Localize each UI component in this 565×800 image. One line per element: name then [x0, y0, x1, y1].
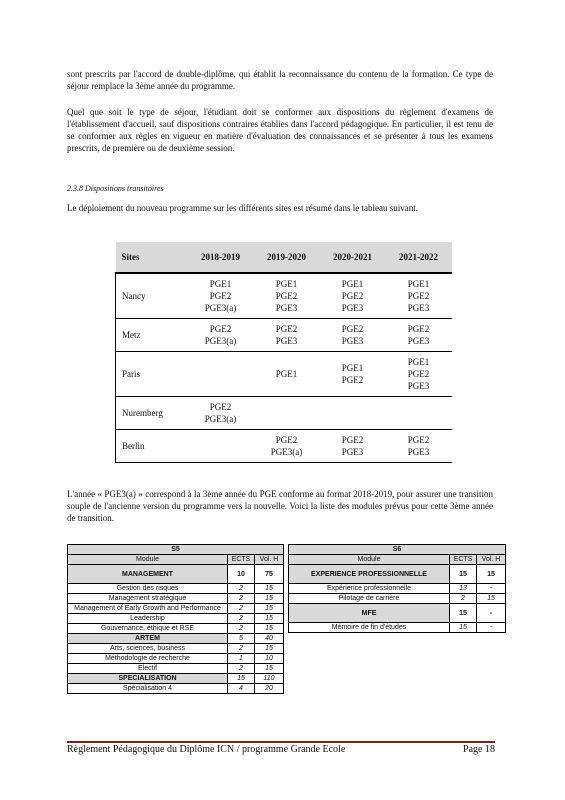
module-ects: 15: [450, 623, 477, 633]
module-hours: 15: [477, 594, 506, 604]
module-ects: 15: [450, 604, 477, 623]
module-row: [68, 565, 284, 584]
module-row: [68, 634, 284, 644]
section-heading: 2.3.8 Dispositions transitoires: [67, 184, 164, 193]
table-cell: PGE2 PGE3: [254, 319, 320, 352]
module-hours: 20: [255, 684, 284, 694]
module-hours: -: [477, 584, 506, 594]
s5-table: [67, 544, 284, 694]
table-cell: PGE1: [254, 352, 320, 397]
header-year: 2018-2019: [188, 242, 254, 273]
module-row: [289, 565, 506, 584]
table-cell: PGE2 PGE3: [320, 319, 386, 352]
footer-divider: [67, 741, 495, 743]
paragraph-3: Le déploiement du nouveau programme sur les différents sites est résumé dans le tableau suivant.: [67, 203, 418, 213]
semester-title: S6: [289, 545, 506, 555]
module-name: MANAGEMENT: [68, 565, 228, 584]
sites-table: [115, 242, 452, 463]
col-ects: ECTS: [228, 555, 255, 565]
module-ects: 2: [228, 584, 255, 594]
module-row: [289, 594, 506, 604]
table-cell: PGE1 PGE2 PGE3: [320, 273, 386, 319]
site-name: Nuremberg: [116, 397, 188, 430]
module-hours: 15: [255, 644, 284, 654]
module-name: Arts, sciences, business: [68, 644, 228, 654]
table-cell: [188, 352, 254, 397]
module-ects: 5: [228, 634, 255, 644]
module-row: [68, 664, 284, 674]
table-cell: PGE2 PGE3: [386, 319, 452, 352]
col-module: Module: [289, 555, 450, 565]
semester-title: S5: [68, 545, 284, 555]
module-row: [68, 644, 284, 654]
module-row: [289, 604, 506, 623]
module-row: [68, 674, 284, 684]
table-cell: PGE2 PGE3: [320, 430, 386, 463]
site-name: Paris: [116, 352, 188, 397]
module-ects: 15: [228, 674, 255, 684]
site-name: Berlin: [116, 430, 188, 463]
col-module: Module: [68, 555, 228, 565]
module-row: [289, 623, 506, 633]
module-hours: 15: [255, 664, 284, 674]
table-cell: [320, 397, 386, 430]
table-cell: [254, 397, 320, 430]
module-name: Méthodologie de recherche: [68, 654, 228, 664]
table-cell: PGE1 PGE2 PGE3: [386, 273, 452, 319]
module-name: Management stratégique: [68, 594, 228, 604]
module-ects: 2: [228, 624, 255, 634]
table-cell: PGE2 PGE3(a): [188, 319, 254, 352]
table-row: [116, 319, 452, 352]
module-name: Gestion des risques: [68, 584, 228, 594]
module-hours: 10: [255, 654, 284, 664]
module-name: SPECIALISATION: [68, 674, 228, 684]
table-cell: PGE2 PGE3(a): [188, 397, 254, 430]
module-ects: 10: [228, 565, 255, 584]
table-cell: PGE1 PGE2 PGE3(a): [188, 273, 254, 319]
module-name: MFE: [289, 604, 450, 623]
module-hours: 15: [255, 614, 284, 624]
module-name: Spécialisation 4: [68, 684, 228, 694]
table-row: [116, 430, 452, 463]
table-cell: PGE2 PGE3(a): [254, 430, 320, 463]
module-hours: 15: [255, 624, 284, 634]
module-row: [68, 604, 284, 614]
module-ects: 1: [228, 654, 255, 664]
module-hours: 15: [255, 594, 284, 604]
module-name: Management of Early Growth and Performance: [68, 604, 228, 614]
col-ects: ECTS: [450, 555, 477, 565]
module-hours: -: [477, 623, 506, 633]
module-row: [68, 624, 284, 634]
table-row: [116, 397, 452, 430]
footer-title: Règlement Pédagogique du Diplôme ICN / programme Grande Ecole: [67, 744, 346, 755]
module-hours: 40: [255, 634, 284, 644]
module-ects: 2: [228, 594, 255, 604]
page-number: Page 18: [463, 744, 495, 755]
site-name: Nancy: [116, 273, 188, 319]
module-name: Expérience professionnelle: [289, 584, 450, 594]
paragraph-4: L'année « PGE3(a) » correspond à la 3ème année du PGE conforme au format 2018-2019, pour assurer une transition souple de l'ancienne version du programme vers la nouvelle. Voici la liste des modules prévus pour cette 3ème année de transition.: [67, 489, 493, 523]
module-row: [68, 654, 284, 664]
module-hours: 15: [255, 604, 284, 614]
s6-table: [288, 544, 506, 633]
module-row: [68, 594, 284, 604]
header-year: 2019-2020: [254, 242, 320, 273]
module-row: [68, 584, 284, 594]
module-ects: 15: [450, 565, 477, 584]
module-ects: 2: [228, 604, 255, 614]
module-ects: 2: [228, 614, 255, 624]
module-hours: -: [477, 604, 506, 623]
table-cell: PGE1 PGE2: [320, 352, 386, 397]
col-vol: Vol. H: [477, 555, 506, 565]
module-ects: 13: [450, 584, 477, 594]
table-cell: PGE2 PGE3: [386, 430, 452, 463]
module-name: ARTEM: [68, 634, 228, 644]
module-row: [68, 684, 284, 694]
table-cell: PGE1 PGE2 PGE3: [254, 273, 320, 319]
table-row: [116, 273, 452, 319]
module-ects: 2: [228, 644, 255, 654]
module-name: EXPERIENCE PROFESSIONNELLE: [289, 565, 450, 584]
module-ects: 2: [450, 594, 477, 604]
module-name: Mémoire de fin d'études: [289, 623, 450, 633]
module-ects: 2: [228, 664, 255, 674]
header-year: 2020-2021: [320, 242, 386, 273]
table-row: [116, 352, 452, 397]
col-vol: Vol. H: [255, 555, 284, 565]
module-hours: 110: [255, 674, 284, 684]
table-cell: [386, 397, 452, 430]
header-year: 2021-2022: [386, 242, 452, 273]
header-sites: Sites: [116, 242, 188, 273]
site-name: Metz: [116, 319, 188, 352]
paragraph-1: sont prescrits par l'accord de double-diplôme, qui établit la reconnaissance du contenu de la formation. Ce type de séjour remplace la 3ème année du programme.: [67, 69, 493, 91]
page-footer: [67, 744, 495, 755]
module-hours: 15: [477, 565, 506, 584]
module-row: [68, 614, 284, 624]
module-hours: 15: [255, 584, 284, 594]
module-name: Leadership: [68, 614, 228, 624]
table-cell: [188, 430, 254, 463]
module-row: [289, 584, 506, 594]
module-hours: 75: [255, 565, 284, 584]
module-ects: 4: [228, 684, 255, 694]
module-name: Gouvernance, éthique et RSE: [68, 624, 228, 634]
table-cell: PGE1 PGE2 PGE3: [386, 352, 452, 397]
paragraph-2: Quel que soit le type de séjour, l'étudiant doit se conformer aux dispositions du règlement d'examens de l'établissement d'accueil, sauf dispositions contraires établies dans l'accord pédagogique. En particulier, il est tenu de se conformer aux règles en vigueur en matière d'évaluation des connaissances et se présenter à tous les examens prescrits, de première ou de deuxième session.: [67, 107, 493, 153]
module-name: Pilotage de carrière: [289, 594, 450, 604]
module-name: Electif: [68, 664, 228, 674]
